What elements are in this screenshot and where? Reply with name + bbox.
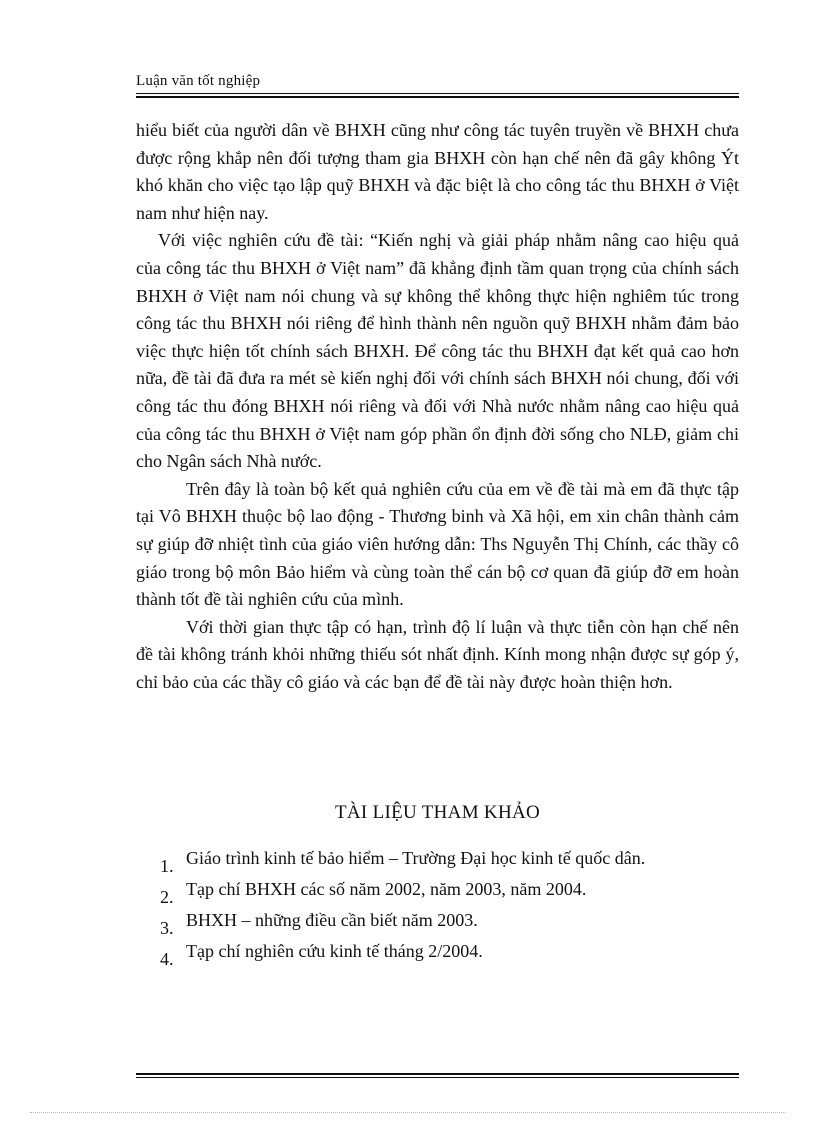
references-list xyxy=(160,848,720,972)
body-text xyxy=(136,117,739,696)
reference-item xyxy=(160,848,720,879)
footer-rule-top xyxy=(136,1073,739,1075)
reference-item xyxy=(160,941,720,972)
header-rule-bottom xyxy=(136,96,739,98)
header-rule-top xyxy=(136,93,739,94)
reference-item xyxy=(160,879,720,910)
paragraph: Trên đây là toàn bộ kết quả nghiên cứu của em về đề tài mà em đã thực tập tại Vô BHXH thuộc bộ lao động - Thương binh và Xã hội, em xin chân thành cảm sự giúp đỡ nhiệt tình của giáo viên hướng dẫn: Ths Nguyễn Thị Chính, các thầy cô giáo trong bộ môn Bảo hiểm và cùng toàn thể cán bộ cơ quan đã giúp đỡ em hoàn thành tốt đề tài nghiên cứu của mình. xyxy=(136,478,739,610)
reference-item xyxy=(160,910,720,941)
paragraph: Với việc nghiên cứu đề tài: “Kiến nghị và giải pháp nhằm nâng cao hiệu quả của công tác thu BHXH ở Việt nam” đã khẳng định tầm quan trọng của chính sách BHXH ở Việt nam nói chung và sự không thể không thực hiện nghiêm túc trong công tác thu BHXH nói riêng để hình thành nên nguồn quỹ BHXH nhằm đảm bảo việc thực hiện tốt chính sách BHXH. Để công tác thu BHXH đạt kết quả cao hơn nữa, đề tài đã đưa ra mét sè kiến nghị đối với chính sách BHXH nói chung, đối với công tác thu đóng BHXH nói riêng và đối với Nhà nước nhằm nâng cao hiệu quả của công tác thu BHXH ở Việt nam góp phần ổn định đời sống cho NLĐ, giảm chi cho Ngân sách Nhà nước. xyxy=(136,230,739,472)
reference-text: Tạp chí nghiên cứu kinh tế tháng 2/2004. xyxy=(186,941,483,961)
footer-rule-bottom xyxy=(136,1077,739,1078)
reference-number: 4. xyxy=(160,949,174,969)
paragraph: hiểu biết của người dân về BHXH cũng như công tác tuyên truyền về BHXH chưa được rộng khắp nên đối tượng tham gia BHXH còn hạn chế nên đã gây không Ýt khó khăn cho việc tạo lập quỹ BHXH và đặc biệt là cho công tác thu BHXH ở Việt nam như hiện nay. xyxy=(136,120,739,223)
paragraph: Với thời gian thực tập có hạn, trình độ lí luận và thực tiễn còn hạn chế nên đề tài không tránh khỏi những thiếu sót nhất định. Kính mong nhận được sự góp ý, chỉ bảo của các thầy cô giáo và các bạn để đề tài này được hoàn thiện hơn. xyxy=(136,616,739,692)
header-title: Luận văn tốt nghiệp xyxy=(136,73,261,89)
references-title: TÀI LIỆU THAM KHẢO xyxy=(334,802,541,823)
reference-text: BHXH – những điều cần biết năm 2003. xyxy=(186,910,478,930)
reference-text: Tạp chí BHXH các số năm 2002, năm 2003, năm 2004. xyxy=(186,879,587,899)
reference-number: 1. xyxy=(160,856,174,876)
reference-text: Giáo trình kinh tế bảo hiểm – Trường Đại học kinh tế quốc dân. xyxy=(186,848,646,868)
reference-number: 3. xyxy=(160,918,174,938)
reference-number: 2. xyxy=(160,887,174,907)
page-edge-dotted-line xyxy=(30,1112,786,1113)
